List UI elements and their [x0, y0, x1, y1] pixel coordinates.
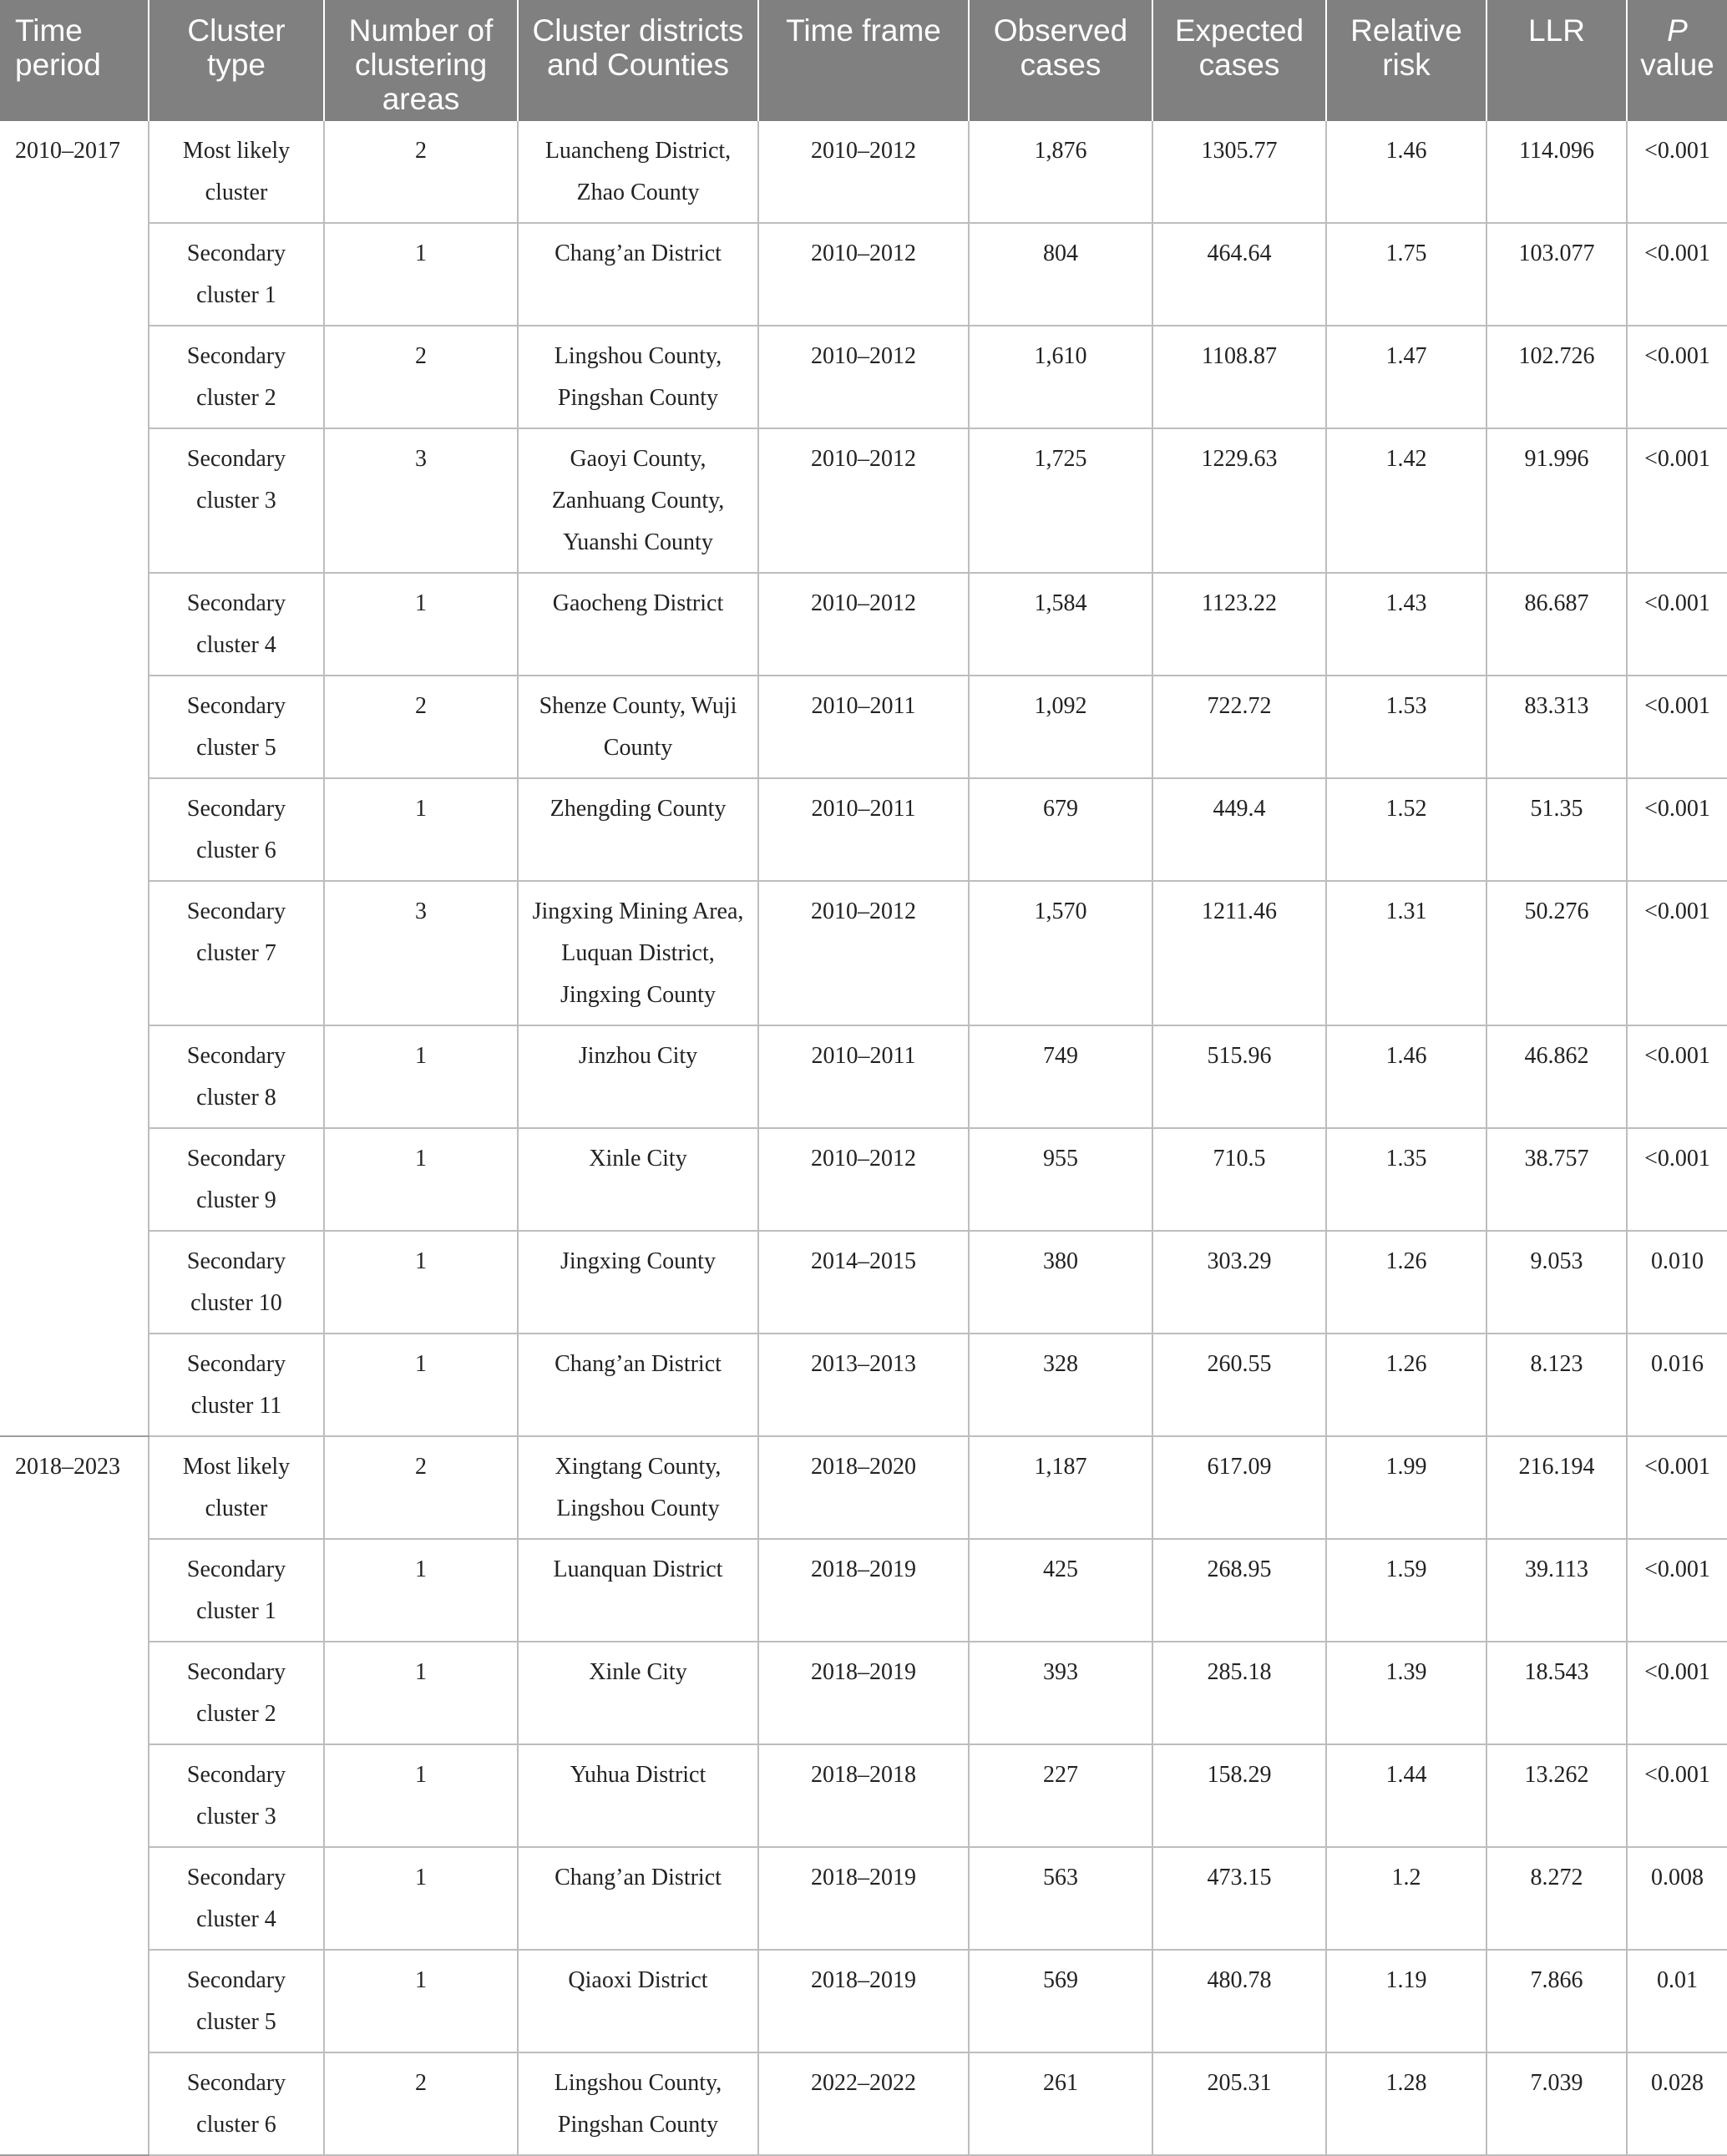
cell-time-frame: 2018–2019 — [758, 1539, 969, 1642]
cell-p-value: <0.001 — [1627, 1744, 1727, 1847]
cell-number-of-areas: 2 — [324, 121, 518, 223]
cell-p-value: 0.010 — [1627, 1231, 1727, 1334]
cell-relative-risk: 1.59 — [1326, 1539, 1486, 1642]
cell-expected: 260.55 — [1152, 1334, 1326, 1436]
cell-time-frame: 2010–2011 — [758, 778, 969, 881]
cell-llr: 51.35 — [1486, 778, 1627, 881]
cell-expected: 1229.63 — [1152, 428, 1326, 573]
header-time-period: Time period — [0, 0, 149, 121]
cell-llr: 13.262 — [1486, 1744, 1627, 1847]
cell-time-frame: 2010–2012 — [758, 881, 969, 1025]
table-row — [0, 121, 1727, 223]
header-llr: LLR — [1486, 0, 1627, 121]
cell-time-frame: 2018–2018 — [758, 1744, 969, 1847]
cell-cluster-type: Secondary cluster 10 — [149, 1231, 324, 1334]
cell-time-frame: 2010–2012 — [758, 1128, 969, 1231]
cell-number-of-areas: 1 — [324, 1744, 518, 1847]
cell-p-value: <0.001 — [1627, 573, 1727, 676]
cell-districts: Luanquan District — [518, 1539, 758, 1642]
cell-relative-risk: 1.39 — [1326, 1642, 1486, 1744]
table-row — [0, 1950, 1727, 2052]
cell-observed: 569 — [969, 1950, 1152, 2052]
cell-llr: 39.113 — [1486, 1539, 1627, 1642]
header-observed: Observed cases — [969, 0, 1152, 121]
header-cluster-type: Cluster type — [149, 0, 324, 121]
cell-time-frame: 2010–2012 — [758, 573, 969, 676]
cell-time-frame: 2018–2019 — [758, 1847, 969, 1950]
cell-districts: Chang’an District — [518, 1847, 758, 1950]
cell-number-of-areas: 1 — [324, 1334, 518, 1436]
header-p-italic: P — [1667, 13, 1688, 48]
cell-p-value: <0.001 — [1627, 1642, 1727, 1744]
cell-relative-risk: 1.26 — [1326, 1231, 1486, 1334]
cell-cluster-type: Secondary cluster 8 — [149, 1025, 324, 1128]
cell-llr: 38.757 — [1486, 1128, 1627, 1231]
cell-cluster-type: Secondary cluster 7 — [149, 881, 324, 1025]
table-row — [0, 1744, 1727, 1847]
cell-districts: Lingshou County, Pingshan County — [518, 2052, 758, 2155]
cell-llr: 103.077 — [1486, 223, 1627, 326]
table-row — [0, 1334, 1727, 1436]
cell-time-frame: 2010–2012 — [758, 428, 969, 573]
header-time-frame: Time frame — [758, 0, 969, 121]
cell-number-of-areas: 1 — [324, 1539, 518, 1642]
cell-time-frame: 2010–2012 — [758, 121, 969, 223]
cell-cluster-type: Secondary cluster 1 — [149, 1539, 324, 1642]
cell-time-period: 2018–2023 — [0, 1436, 149, 2155]
cell-expected: 303.29 — [1152, 1231, 1326, 1334]
cell-cluster-type: Secondary cluster 6 — [149, 778, 324, 881]
cell-number-of-areas: 3 — [324, 881, 518, 1025]
cell-expected: 1108.87 — [1152, 326, 1326, 428]
cell-llr: 216.194 — [1486, 1436, 1627, 1539]
cell-districts: Shenze County, Wuji County — [518, 676, 758, 778]
cell-p-value: <0.001 — [1627, 1539, 1727, 1642]
cell-districts: Gaocheng District — [518, 573, 758, 676]
cell-number-of-areas: 1 — [324, 1642, 518, 1744]
cell-number-of-areas: 1 — [324, 778, 518, 881]
table-row — [0, 1539, 1727, 1642]
header-p-rest: value — [1640, 48, 1714, 82]
cell-time-frame: 2013–2013 — [758, 1334, 969, 1436]
table-row — [0, 223, 1727, 326]
cell-districts: Gaoyi County, Zanhuang County, Yuanshi County — [518, 428, 758, 573]
cell-observed: 749 — [969, 1025, 1152, 1128]
cell-expected: 1123.22 — [1152, 573, 1326, 676]
cell-observed: 679 — [969, 778, 1152, 881]
cell-districts: Jinzhou City — [518, 1025, 758, 1128]
table-row — [0, 881, 1727, 1025]
cell-expected: 464.64 — [1152, 223, 1326, 326]
cell-number-of-areas: 2 — [324, 326, 518, 428]
header-districts: Cluster districts and Counties — [518, 0, 758, 121]
cell-llr: 114.096 — [1486, 121, 1627, 223]
cell-districts: Yuhua District — [518, 1744, 758, 1847]
header-number-of-areas: Number of clustering areas — [324, 0, 518, 121]
cell-time-frame: 2014–2015 — [758, 1231, 969, 1334]
cell-relative-risk: 1.75 — [1326, 223, 1486, 326]
cell-number-of-areas: 3 — [324, 428, 518, 573]
cell-districts: Zhengding County — [518, 778, 758, 881]
table-row — [0, 573, 1727, 676]
cell-relative-risk: 1.19 — [1326, 1950, 1486, 2052]
cell-p-value: 0.016 — [1627, 1334, 1727, 1436]
table-row — [0, 676, 1727, 778]
table-row — [0, 1231, 1727, 1334]
cell-relative-risk: 1.35 — [1326, 1128, 1486, 1231]
cell-expected: 268.95 — [1152, 1539, 1326, 1642]
cell-expected: 1211.46 — [1152, 881, 1326, 1025]
cell-expected: 449.4 — [1152, 778, 1326, 881]
header-expected: Expected cases — [1152, 0, 1326, 121]
cell-number-of-areas: 2 — [324, 2052, 518, 2155]
cell-expected: 710.5 — [1152, 1128, 1326, 1231]
cell-observed: 955 — [969, 1128, 1152, 1231]
cell-number-of-areas: 1 — [324, 1231, 518, 1334]
cell-llr: 8.272 — [1486, 1847, 1627, 1950]
cell-llr: 7.039 — [1486, 2052, 1627, 2155]
table-row — [0, 1642, 1727, 1744]
table-row — [0, 1025, 1727, 1128]
cell-p-value: <0.001 — [1627, 881, 1727, 1025]
cell-cluster-type: Secondary cluster 1 — [149, 223, 324, 326]
cell-observed: 804 — [969, 223, 1152, 326]
cell-llr: 8.123 — [1486, 1334, 1627, 1436]
cell-cluster-type: Secondary cluster 9 — [149, 1128, 324, 1231]
cell-cluster-type: Secondary cluster 5 — [149, 1950, 324, 2052]
table-row — [0, 2052, 1727, 2155]
cell-relative-risk: 1.52 — [1326, 778, 1486, 881]
cell-cluster-type: Secondary cluster 11 — [149, 1334, 324, 1436]
cell-expected: 285.18 — [1152, 1642, 1326, 1744]
cell-observed: 380 — [969, 1231, 1152, 1334]
cell-cluster-type: Secondary cluster 5 — [149, 676, 324, 778]
cell-districts: Jingxing County — [518, 1231, 758, 1334]
cell-relative-risk: 1.2 — [1326, 1847, 1486, 1950]
cell-observed: 1,092 — [969, 676, 1152, 778]
cell-districts: Qiaoxi District — [518, 1950, 758, 2052]
cell-p-value: 0.01 — [1627, 1950, 1727, 2052]
cell-number-of-areas: 1 — [324, 223, 518, 326]
cell-relative-risk: 1.47 — [1326, 326, 1486, 428]
cell-time-frame: 2010–2012 — [758, 223, 969, 326]
cell-llr: 50.276 — [1486, 881, 1627, 1025]
cell-time-frame: 2010–2012 — [758, 326, 969, 428]
cell-number-of-areas: 1 — [324, 1025, 518, 1128]
cell-time-frame: 2022–2022 — [758, 2052, 969, 2155]
cell-observed: 1,584 — [969, 573, 1152, 676]
cell-llr: 91.996 — [1486, 428, 1627, 573]
table-body — [0, 121, 1727, 2155]
cell-llr: 18.543 — [1486, 1642, 1627, 1744]
cell-relative-risk: 1.99 — [1326, 1436, 1486, 1539]
cell-llr: 9.053 — [1486, 1231, 1627, 1334]
cell-p-value: <0.001 — [1627, 778, 1727, 881]
cell-expected: 1305.77 — [1152, 121, 1326, 223]
cell-observed: 1,570 — [969, 881, 1152, 1025]
cell-observed: 261 — [969, 2052, 1152, 2155]
cell-relative-risk: 1.46 — [1326, 1025, 1486, 1128]
cell-cluster-type: Most likely cluster — [149, 121, 324, 223]
cell-number-of-areas: 2 — [324, 676, 518, 778]
cell-time-frame: 2018–2019 — [758, 1642, 969, 1744]
cell-districts: Xinle City — [518, 1128, 758, 1231]
cell-relative-risk: 1.42 — [1326, 428, 1486, 573]
header-relative-risk: Relative risk — [1326, 0, 1486, 121]
cell-relative-risk: 1.43 — [1326, 573, 1486, 676]
cell-observed: 563 — [969, 1847, 1152, 1950]
cell-llr: 83.313 — [1486, 676, 1627, 778]
cell-time-frame: 2010–2011 — [758, 1025, 969, 1128]
cell-p-value: <0.001 — [1627, 223, 1727, 326]
cell-expected: 722.72 — [1152, 676, 1326, 778]
cell-expected: 480.78 — [1152, 1950, 1326, 2052]
cell-p-value: <0.001 — [1627, 121, 1727, 223]
cell-observed: 328 — [969, 1334, 1152, 1436]
cell-time-period: 2010–2017 — [0, 121, 149, 1436]
cell-number-of-areas: 1 — [324, 1128, 518, 1231]
cell-expected: 617.09 — [1152, 1436, 1326, 1539]
cell-llr: 102.726 — [1486, 326, 1627, 428]
cell-time-frame: 2018–2019 — [758, 1950, 969, 2052]
cell-number-of-areas: 2 — [324, 1436, 518, 1539]
cell-expected: 473.15 — [1152, 1847, 1326, 1950]
cell-p-value: <0.001 — [1627, 676, 1727, 778]
cell-observed: 227 — [969, 1744, 1152, 1847]
cell-cluster-type: Secondary cluster 3 — [149, 1744, 324, 1847]
cell-cluster-type: Secondary cluster 2 — [149, 326, 324, 428]
header-row — [0, 0, 1727, 121]
cell-expected: 158.29 — [1152, 1744, 1326, 1847]
cell-number-of-areas: 1 — [324, 1950, 518, 2052]
table-row — [0, 1128, 1727, 1231]
cell-time-frame: 2018–2020 — [758, 1436, 969, 1539]
cell-llr: 46.862 — [1486, 1025, 1627, 1128]
cell-cluster-type: Secondary cluster 6 — [149, 2052, 324, 2155]
cell-districts: Chang’an District — [518, 223, 758, 326]
cell-p-value: <0.001 — [1627, 326, 1727, 428]
cell-relative-risk: 1.46 — [1326, 121, 1486, 223]
table-row — [0, 428, 1727, 573]
header-p-value — [1627, 0, 1727, 121]
cell-districts: Luancheng District, Zhao County — [518, 121, 758, 223]
cell-cluster-type: Most likely cluster — [149, 1436, 324, 1539]
cell-p-value: 0.008 — [1627, 1847, 1727, 1950]
cell-districts: Chang’an District — [518, 1334, 758, 1436]
cell-expected: 205.31 — [1152, 2052, 1326, 2155]
cell-observed: 1,187 — [969, 1436, 1152, 1539]
cell-llr: 86.687 — [1486, 573, 1627, 676]
cell-relative-risk: 1.44 — [1326, 1744, 1486, 1847]
cell-relative-risk: 1.26 — [1326, 1334, 1486, 1436]
cell-observed: 1,610 — [969, 326, 1152, 428]
cell-cluster-type: Secondary cluster 3 — [149, 428, 324, 573]
cell-expected: 515.96 — [1152, 1025, 1326, 1128]
table-row — [0, 326, 1727, 428]
table-row — [0, 1436, 1727, 1539]
cell-p-value: 0.028 — [1627, 2052, 1727, 2155]
cell-llr: 7.866 — [1486, 1950, 1627, 2052]
cell-districts: Lingshou County, Pingshan County — [518, 326, 758, 428]
cell-cluster-type: Secondary cluster 4 — [149, 1847, 324, 1950]
cell-p-value: <0.001 — [1627, 1128, 1727, 1231]
cell-cluster-type: Secondary cluster 2 — [149, 1642, 324, 1744]
cell-p-value: <0.001 — [1627, 1025, 1727, 1128]
cell-cluster-type: Secondary cluster 4 — [149, 573, 324, 676]
cell-relative-risk: 1.31 — [1326, 881, 1486, 1025]
cell-number-of-areas: 1 — [324, 573, 518, 676]
cell-observed: 425 — [969, 1539, 1152, 1642]
cell-observed: 1,725 — [969, 428, 1152, 573]
cell-relative-risk: 1.28 — [1326, 2052, 1486, 2155]
cell-districts: Xingtang County, Lingshou County — [518, 1436, 758, 1539]
cell-p-value: <0.001 — [1627, 1436, 1727, 1539]
cell-p-value: <0.001 — [1627, 428, 1727, 573]
cell-districts: Jingxing Mining Area, Luquan District, Jingxing County — [518, 881, 758, 1025]
table-row — [0, 1847, 1727, 1950]
cell-districts: Xinle City — [518, 1642, 758, 1744]
cell-time-frame: 2010–2011 — [758, 676, 969, 778]
table-header — [0, 0, 1727, 121]
cell-relative-risk: 1.53 — [1326, 676, 1486, 778]
cell-observed: 393 — [969, 1642, 1152, 1744]
cell-observed: 1,876 — [969, 121, 1152, 223]
cell-number-of-areas: 1 — [324, 1847, 518, 1950]
table-row — [0, 778, 1727, 881]
